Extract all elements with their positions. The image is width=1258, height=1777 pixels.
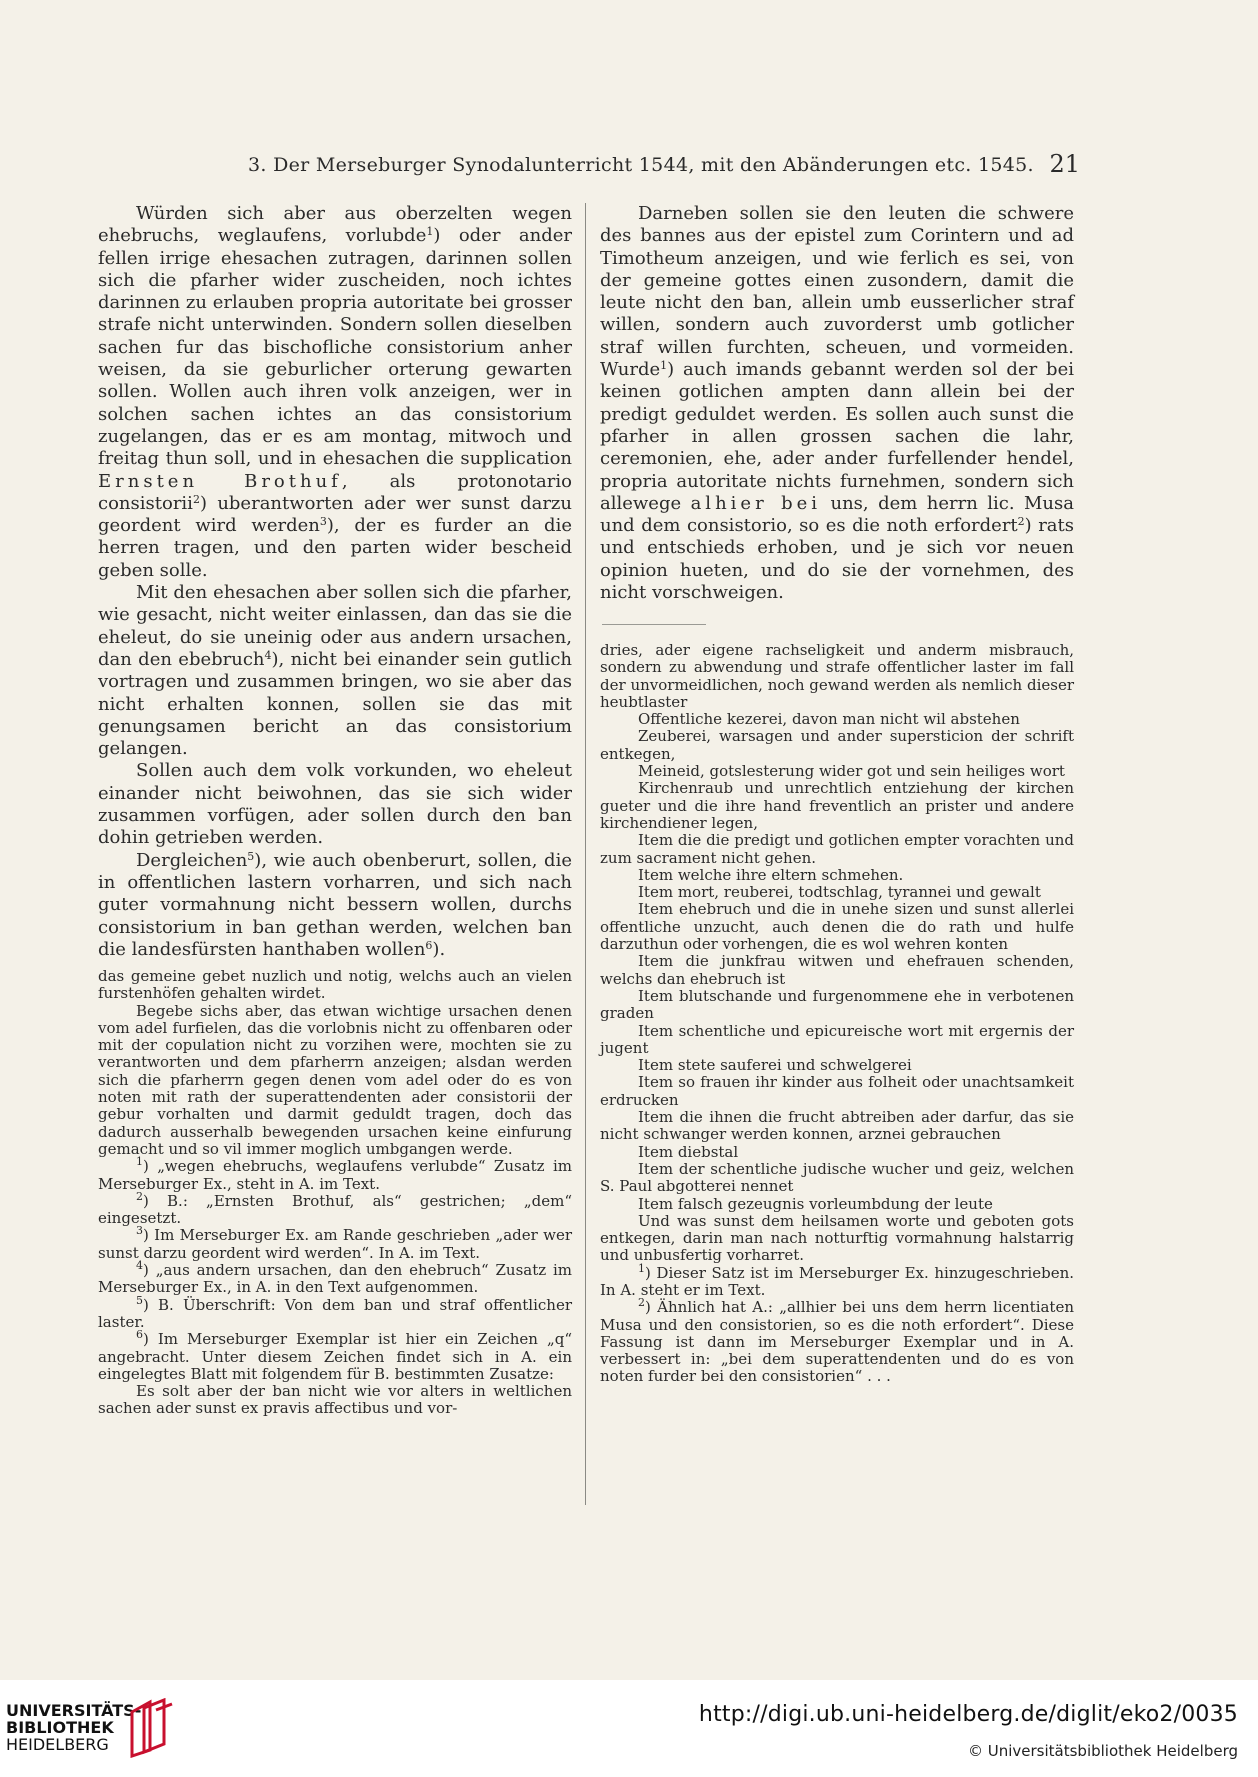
text-run: ) uberantworten ader wer sunst darzu geordent wird werden [98,492,572,537]
library-logo-text [6,1702,141,1753]
text-run: Begebe sichs aber, das etwan wichtige ursachen denen vom adel furfielen, das die vorlobnis nicht zu offenbaren oder mit der copulation nicht zu vorzihen were, mochten sie zu verantworten und dem pfarherrn anzeigen; alsdan werden sich die pfarherrn gegen denen vom adel oder do es von noten mit rath der superattendenten ader consistorii der gebur vorhalten und darmit geduldt tragen, doch das dadurch ausserhalb bewegenden ursachen keine einfurung gemacht und so vil immer moglich umbgangen werde. [98,1001,572,1158]
paragraph [600,1023,1074,1058]
text-run: ), wie auch obenberurt, sollen, die in offentlichen lastern vorharren, und sich nach guter vormahnung nicht bessern wollen, durchs consistorium in ban gethan werden, welchen ban die landesfürsten hanthaben wollen [98,849,572,960]
text-run: ) Im Merseburger Exemplar ist hier ein Zeichen „q“ angebracht. Unter diesem Zeichen findet sich in A. ein eingelegtes Blatt mit folgendem für B. bestimmten Zusatze: [98,1330,572,1383]
text-run: ), nicht bei einander sein gutlich vortragen und zusammen bringen, wo sie aber das nicht erhalten konnen, sollen sie das mit genungsamen bericht an das consistorium gelangen. [98,648,573,760]
paragraph [600,780,1074,832]
text-run: Item so frauen ihr kinder aus folheit oder unachtsamkeit erdrucken [600,1073,1074,1109]
right-column-main-text [600,203,1074,604]
left-column-footnotes [98,968,572,1418]
paragraph [600,953,1074,988]
paragraph [98,1189,572,1228]
paragraph [98,1259,572,1297]
logo-line-1: UNIVERSITÄTS- [6,1701,142,1720]
paragraph [600,763,1074,780]
footnote-reference: 5 [247,849,255,863]
paragraph [600,988,1074,1023]
text-run: ) oder ander fellen irrige ehesachen zutragen, darinnen sollen sich die pfarher wider zuscheiden, noch ichtes darinnen zu erlauben propria autoritate bei grosser strafe nicht unterwinden. Sondern sollen dieselben sachen fur das bischofliche consistorium anher weisen, da sie geburlicher orterung gewarten sollen. Wollen auch ihren volk anzeigen, wer in solchen sachen ichtes an das consistorium zugelangen, das er es am montag, mitwoch und freitag thun soll, und in ehesachen die supplication [98,225,572,470]
paragraph [600,1144,1074,1161]
paragraph [98,850,572,961]
text-run: ) „aus andern ursachen, dan den ehebruch“ Zusatz im Merseburger Ex., in A. in den Text aufgenommen. [98,1261,572,1297]
left-column-main-text [98,203,572,961]
text-run: Item der schentliche judische wucher und geiz, welchen S. Paul abgotterei nennet [600,1159,1074,1196]
text-run: dries, ader eigene rachseligkeit und anderm misbrauch, sondern zu abwendung und strafe offentlicher laster im fall der unvormeidlichen, noch gewand werden als nemlich dieser heubtlaster [600,641,1074,711]
paragraph [600,832,1074,867]
page-url-link[interactable]: http://digi.ub.uni-heidelberg.de/diglit/eko2/0035 [698,1702,1238,1727]
paragraph [600,1161,1074,1196]
column-divider [585,203,586,1505]
page-header [100,150,1080,186]
paragraph [600,901,1074,953]
library-footer [0,1680,1258,1777]
page-number: 21 [1049,150,1080,178]
text-run: Item die die predigt und gotlichen empter vorachten und zum sacrament nicht gehen. [600,831,1074,867]
footnote-reference: 2 [638,1296,645,1310]
text-run: Es solt aber der ban nicht wie vor alters in weltlichen sachen ader sunst ex pravis affectibus und vor- [98,1382,572,1418]
paragraph [600,711,1074,728]
paragraph [600,203,1074,604]
footnote-reference: 4 [264,648,272,662]
text-run: ) Dieser Satz ist im Merseburger Ex. hinzugeschrieben. In A. steht er im Text. [600,1263,1074,1299]
footnote-rule [602,624,706,625]
text-run: , als protonotario consistorii [98,470,572,514]
paragraph [98,760,572,849]
text-run: Item diebstal [638,1142,739,1161]
text-run: ) „wegen ehebruchs, weglaufens verlubde“ Zusatz im Merseburger Ex., steht in A. im Text. [98,1157,572,1193]
text-run: Sollen auch dem volk vorkunden, wo eheleut einander nicht beiwohnen, das sie sich wider zusammen vorfügen, ader sollen durch den ban dohin getrieben werden. [98,760,572,849]
paragraph [98,1224,572,1262]
logo-line-3: HEIDELBERG [6,1735,109,1754]
text-run: Item welche ihre eltern schmehen. [638,865,904,884]
text-run: ). [432,938,446,960]
text-run: Item stete sauferei und schwelgerei [638,1056,912,1075]
text-run: ) Ähnlich hat A.: „allhier bei uns dem herrn licentiaten Musa und den consistorien, so es die noth erfordert“. Diese Fassung ist dann im Merseburger Exemplar und in A. verbessert in: „bei dem superattendenten und do es von noten furder bei den consistorien“ . . . [600,1298,1074,1386]
running-head: 3. Der Merseburger Synodalunterricht 1544, mit den Abänderungen etc. 1545. [248,154,1034,176]
paragraph [98,582,572,760]
text-run: Item schentliche und epicureische wort mit ergernis der jugent [600,1021,1074,1057]
text-run: uns, dem herrn lic. Musa und dem consistorio, so es die noth erfordert [600,492,1074,537]
library-logo-icon [124,1698,176,1758]
footnote-reference: 3 [319,515,327,529]
footnote-reference: 3 [136,1224,143,1238]
footnote-reference: 1 [660,359,668,373]
footnote-reference: 4 [136,1259,143,1273]
paragraph [600,1074,1074,1109]
spaced-text: alhier bei [690,492,822,514]
text-run: ) Im Merseburger Ex. am Rande geschrieben „ader wer sunst darzu geordent wird werden“. In A. im Text. [98,1226,572,1262]
text-run: Item ehebruch und die in unehe sizen und sunst allerlei offentliche unzucht, auch denen die do rath und hulfe darzuthun oder vorhengen, die es wol wehren konten [600,900,1074,954]
footnote-reference: 1 [136,1155,143,1169]
text-run: ) rats und entschieds erhoben, und je sich vor neuen opinion hueten, und do sie der vornehmen, des nicht vorschweigen. [600,515,1074,604]
paragraph [600,867,1074,884]
text-run: Item die ihnen die frucht abtreiben ader darfur, das sie nicht schwanger werden konnen, arznei gebrauchen [600,1108,1074,1144]
text-run: ) B. Überschrift: Von dem ban und straf offentlicher laster. [98,1295,572,1331]
text-run: Offentliche kezerei, davon man nicht wil abstehen [638,710,1020,729]
paragraph [600,1196,1074,1213]
paragraph [600,1296,1074,1386]
footnote-reference: 6 [425,938,433,952]
paragraph [600,1213,1074,1265]
paragraph [98,1003,572,1159]
text-run: Darneben sollen sie den leuten die schwere des bannes aus der epistel zum Corintern und ad Timotheum anzeigen, und wie ferlich es sei, von der gemeine gottes einen zusondern, damit die leute nicht den ban, allein umb eusserlicher straf willen, sondern auch zuvorderst umb gotlicher straf willen furchten, scheuen, und vormeiden. Wurde [600,203,1074,381]
paragraph [600,642,1074,711]
footnote-reference: 2 [136,1189,143,1203]
paragraph [98,1383,572,1418]
footnote-reference: 6 [136,1328,143,1342]
paragraph [98,203,572,582]
footnote-reference: 1 [638,1261,645,1275]
copyright-notice: © Universitätsbibliothek Heidelberg [967,1742,1238,1760]
text-run: Item falsch gezeugnis vorleumbdung der leute [638,1194,993,1213]
right-column-footnotes [600,642,1074,1386]
text-run: Dergleichen [136,849,248,871]
paragraph [600,1261,1074,1300]
text-run: Mit den ehesachen aber sollen sich die pfarher, wie gesacht, nicht weiter einlassen, dan das sie die eheleut, do sie uneinig oder aus andern ursachen, dan den ebebruch [98,582,572,670]
text-run: Würden sich aber aus oberzelten wegen ehebruchs, weglaufens, vorlubde [98,203,572,247]
paragraph [600,1057,1074,1074]
text-run: Kirchenraub und unrechtlich entziehung der kirchen gueter und die ihre hand freventlich an prister und andere kirchendiener legen, [600,779,1074,832]
paragraph [98,1328,572,1383]
paragraph [600,884,1074,901]
text-run: Zeuberei, warsagen und ander supersticion der schrift entkegen, [600,727,1074,763]
paragraph [98,968,572,1003]
spaced-text: Ernsten Brothuf [98,470,342,492]
paragraph [600,728,1074,763]
text-run: ) B.: „Ernsten Brothuf, als“ gestrichen; „dem“ eingesetzt. [98,1191,572,1228]
paragraph [98,1293,572,1332]
paragraph [600,1109,1074,1144]
text-run: ), der es furder an die herren tragen, und den parten wider bescheid geben solle. [98,515,572,581]
footnote-reference: 2 [192,492,200,506]
text-run: Meineid, gotslesterung wider got und sein heiliges wort [638,762,1065,781]
text-run: Item die junkfrau witwen und ehefrauen schenden, welchs dan ehebruch ist [600,952,1074,988]
text-run: Item blutschande und furgenommene ehe in verbotenen graden [600,986,1074,1023]
text-run: Item mort, reuberei, todtschlag, tyrannei und gewalt [638,883,1041,902]
footnote-reference: 1 [426,225,434,239]
paragraph [98,1155,572,1193]
text-run: Und was sunst dem heilsamen worte und geboten gots entkegen, darin man nach notturftig vormahnung halstarrig und unbusfertig vorharret. [600,1211,1074,1265]
text-run: das gemeine gebet nuzlich und notig, welchs auch an vielen furstenhöfen gehalten wirdet. [98,967,572,1003]
footnote-reference: 2 [1017,515,1025,529]
footnote-reference: 5 [136,1293,143,1307]
logo-line-2: BIBLIOTHEK [6,1718,114,1737]
text-run: ) auch imands gebannt werden sol der bei keinen gotlichen ampten dann allein bei der predigt geduldet werden. Es sollen auch sunst die pfarher in allen grossen sachen die lahr, ceremonien, ehe, ader ander furfellender hendel, propria autoritate nichts furnehmen, sondern sich allewege [600,359,1074,514]
